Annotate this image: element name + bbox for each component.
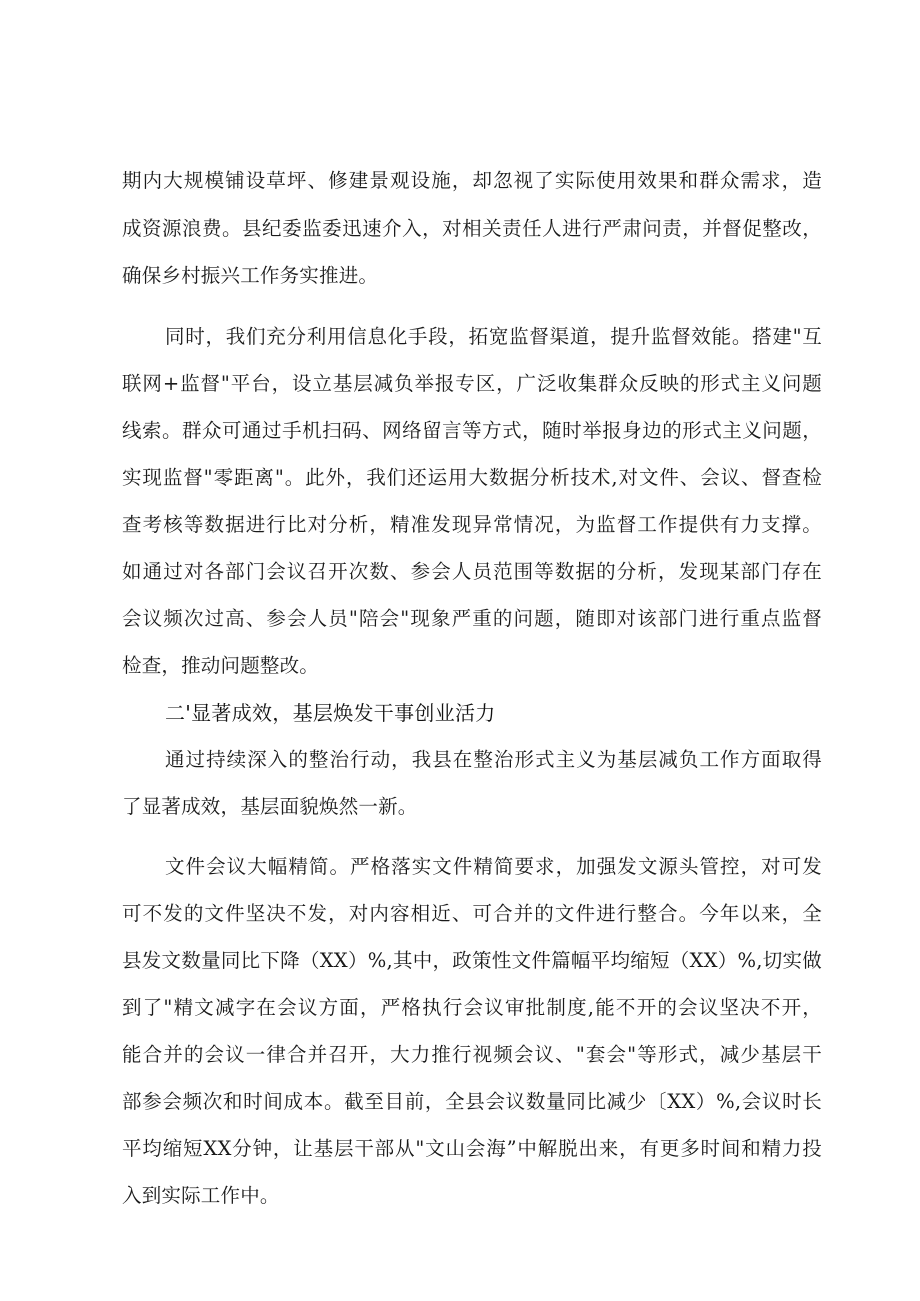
paragraph-line: 能合并的会议一律合并召开，大力推行视频会议、"套会"等形式，减少基层干 <box>122 1043 822 1066</box>
paragraph-line: 查考核等数据进行比对分析，精准发现异常情况，为监督工作提供有力支撑。 <box>122 513 822 536</box>
paragraph-line: 通过持续深入的整治行动，我县在整治形式主义为基层减负工作方面取得 <box>165 748 822 771</box>
paragraph-line: 部参会频次和时间成本。截至目前，全县会议数量同比减少〔XX）%,会议时长 <box>122 1090 822 1113</box>
paragraph-line: 平均缩短XX分钟，让基层干部从"文山会海”中解脱出来，有更多时间和精力投 <box>122 1137 822 1160</box>
paragraph-line: 可不发的文件坚决不发，对内容相近、可合并的文件进行整合。今年以来，全 <box>122 902 822 925</box>
section-heading: 二'显著成效，基层焕发干事创业活力 <box>165 701 496 725</box>
paragraph-line: 同时，我们充分利用信息化手段，拓宽监督渠道，提升监督效能。搭建"互 <box>165 325 822 348</box>
paragraph-line: 县发文数量同比下降（XX）%,其中，政策性文件篇幅平均缩短（XX）%,切实做 <box>122 949 822 972</box>
paragraph-line: 入到实际工作中。 <box>122 1184 280 1207</box>
paragraph-line: 了显著成效，基层面貌焕然一新。 <box>122 795 418 818</box>
paragraph-line: 如通过对各部门会议召开次数、参会人员范围等数据的分析，发现某部门存在 <box>122 560 822 583</box>
paragraph-line: 到了"精文减字在会议方面，严格执行会议审批制度,能不开的会议坚决不开， <box>122 996 822 1019</box>
paragraph-line: 成资源浪费。县纪委监委迅速介入，对相关责任人进行严肃问责，并督促整改， <box>122 217 822 240</box>
paragraph-line: 文件会议大幅精简。严格落实文件精简要求，加强发文源头管控，对可发 <box>165 855 822 878</box>
paragraph-line: 联网+监督"平台，设立基层减负举报专区，广泛收集群众反映的形式主义问题 <box>122 372 822 395</box>
paragraph-line: 会议频次过高、参会人员"陪会"现象严重的问题，随即对该部门进行重点监督 <box>122 607 822 630</box>
paragraph-line: 检查，推动问题整改。 <box>122 654 320 677</box>
paragraph-line: 线索。群众可通过手机扫码、网络留言等方式，随时举报身边的形式主义问题， <box>122 419 822 442</box>
paragraph-line: 期内大规模铺设草坪、修建景观设施，却忽视了实际使用效果和群众需求，造 <box>122 169 822 192</box>
paragraph-line: 确保乡村振兴工作务实推进。 <box>122 264 379 287</box>
paragraph-line: 实现监督"零距离"。此外，我们还运用大数据分析技术,对文件、会议、督查检 <box>122 466 822 489</box>
